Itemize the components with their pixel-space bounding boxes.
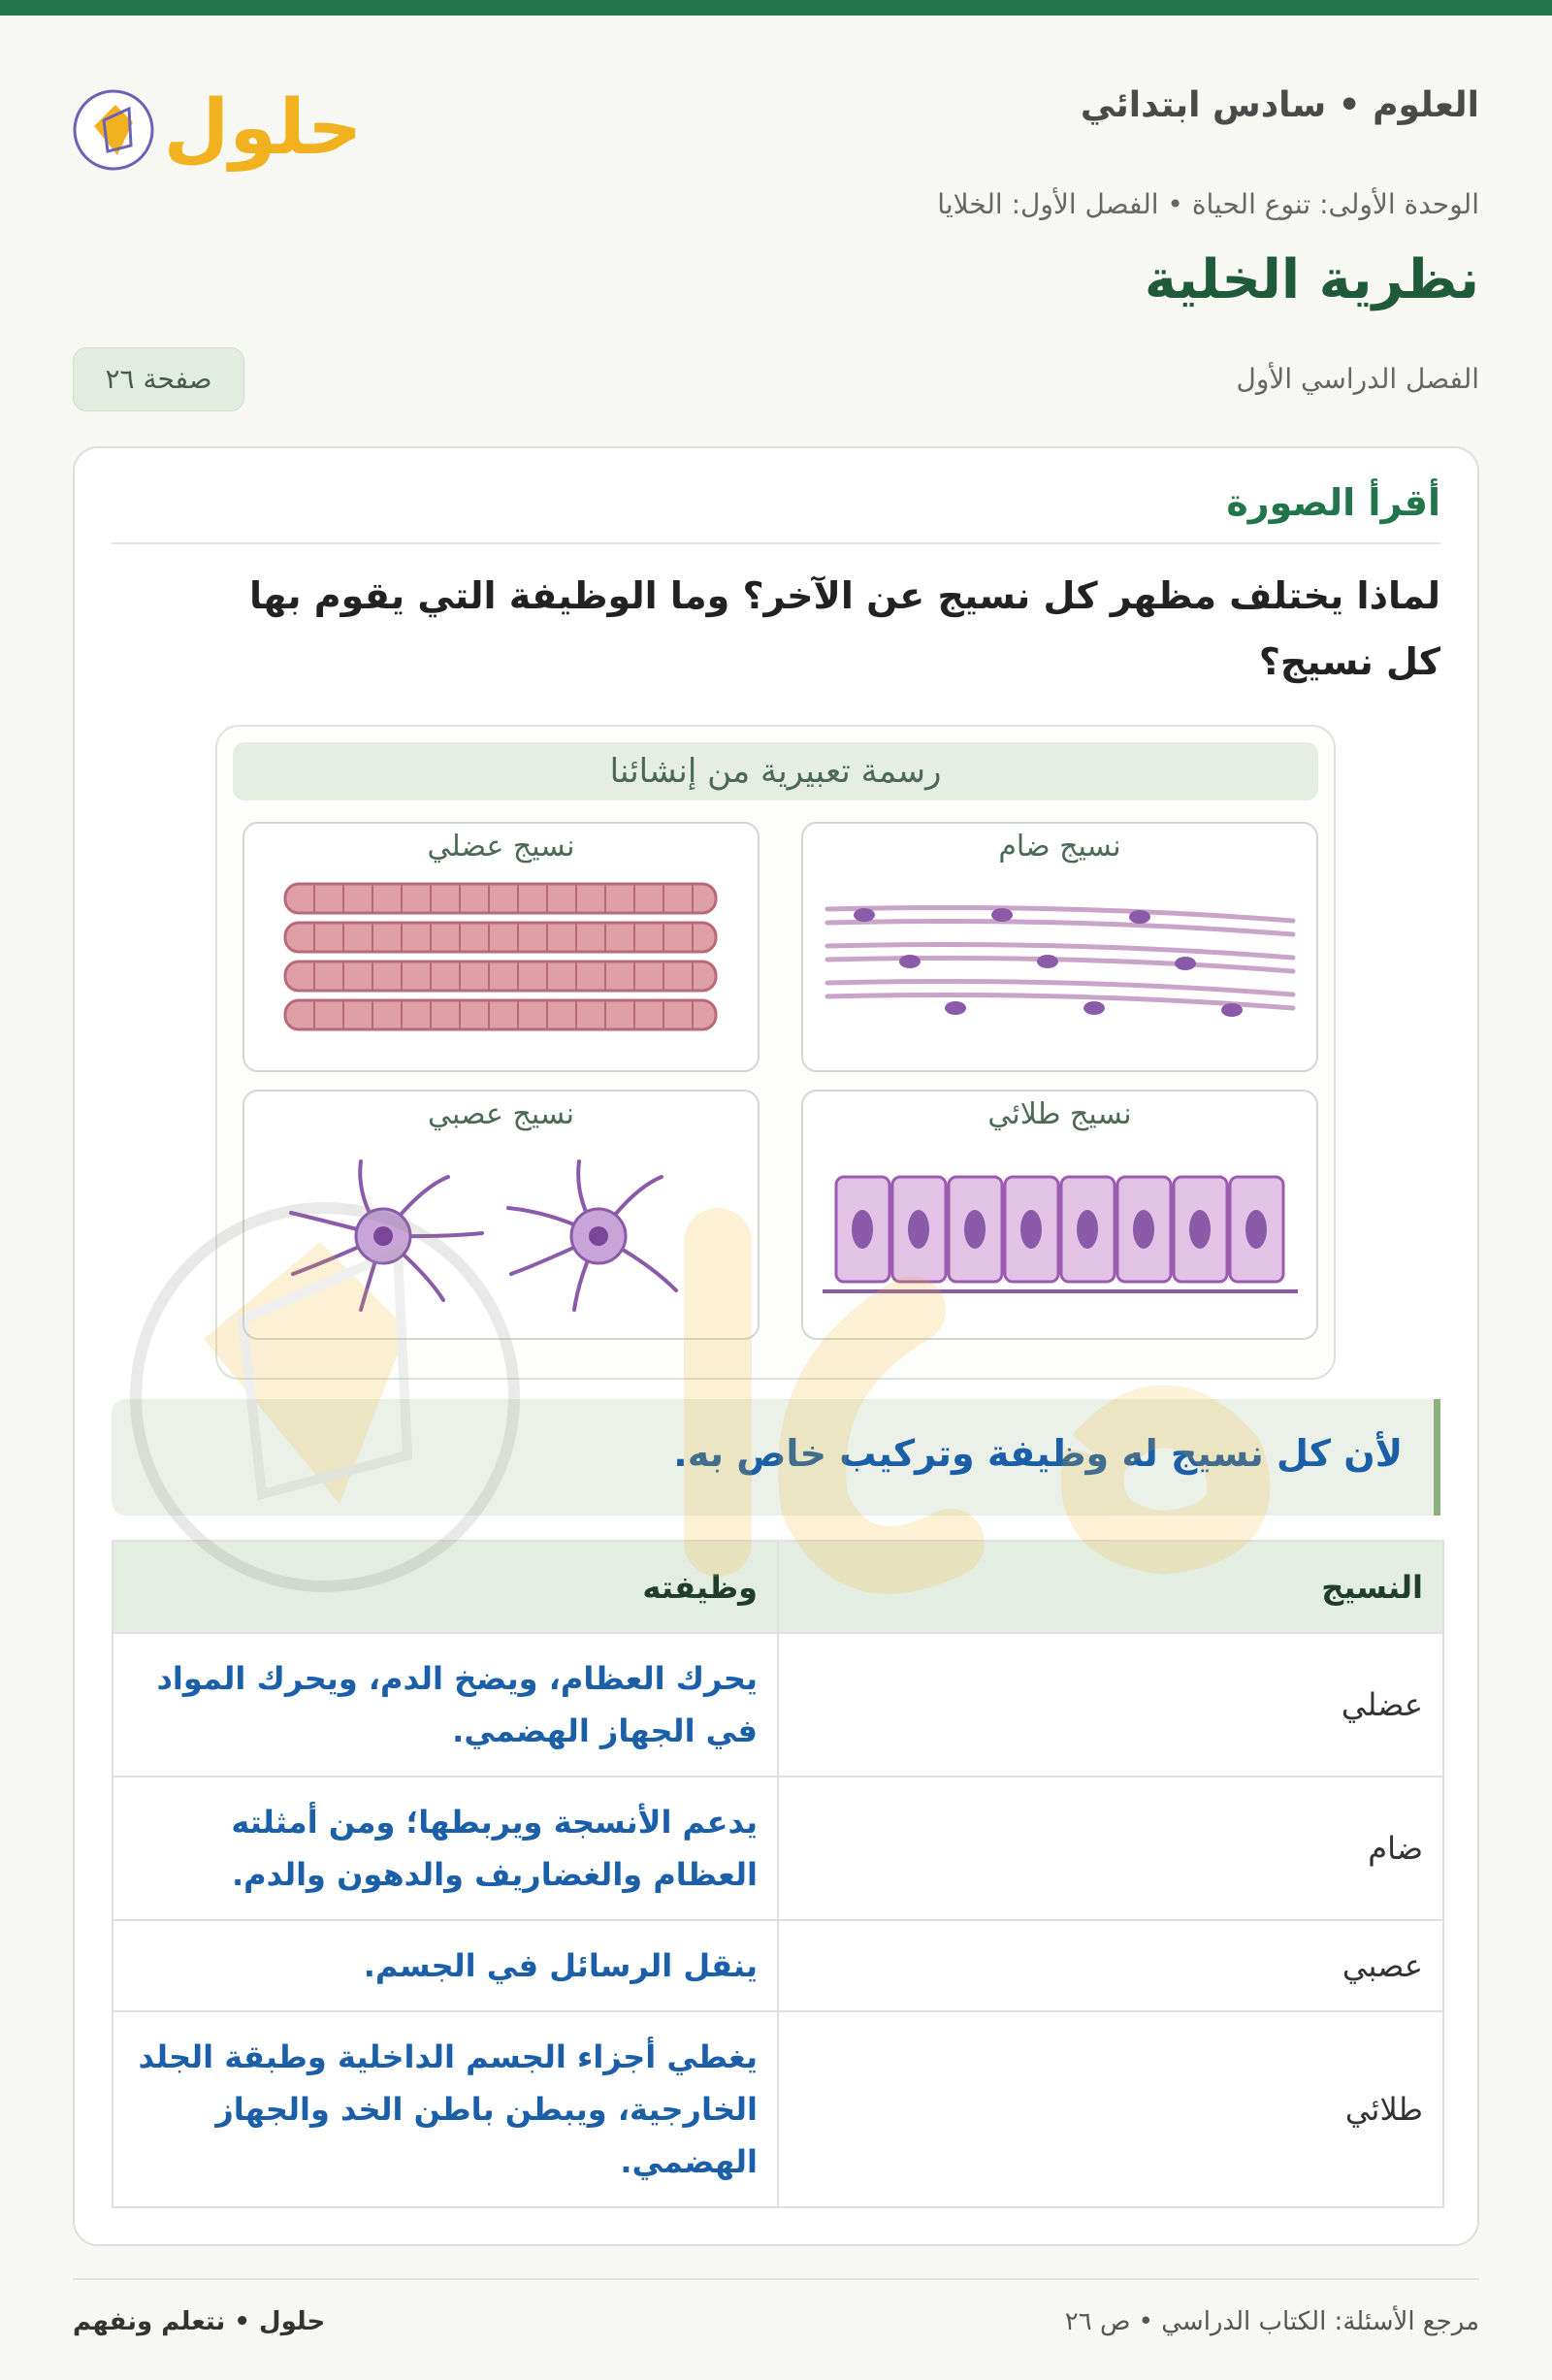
tissue-function: يحرك العظام، ويضخ الدم، ويحرك المواد في الجهاز الهضمي.: [113, 1633, 778, 1777]
tissue-name: عصبي: [778, 1920, 1443, 2011]
table-header-tissue: النسيج: [778, 1541, 1443, 1633]
tile-epithelial-tissue: [801, 1090, 1318, 1340]
table-row: [113, 1777, 1443, 1920]
connective-tissue-illustration: [803, 824, 1320, 1074]
semester-label: الفصل الدراسي الأول: [1236, 363, 1479, 395]
section-divider: [112, 542, 1440, 544]
table-row: [113, 1633, 1443, 1777]
answer-box: [112, 1399, 1440, 1516]
tissue-function: يغطي أجزاء الجسم الداخلية وطبقة الجلد الخارجية، ويبطن باطن الخد والجهاز الهضمي.: [113, 2011, 778, 2207]
tissue-function: ينقل الرسائل في الجسم.: [113, 1920, 778, 2011]
muscle-tissue-illustration: [244, 824, 761, 1074]
answer-text: لأن كل نسيج له وظيفة وتركيب خاص به.: [673, 1432, 1403, 1475]
logo-icon: [73, 58, 363, 175]
footer-reference: مرجع الأسئلة: الكتاب الدراسي • ص ٢٦: [1064, 2307, 1479, 2336]
table-row: [113, 2011, 1443, 2207]
question-text: لماذا يختلف مظهر كل نسيج عن الآخر؟ وما الوظيفة التي يقوم بها كل نسيج؟: [248, 574, 1440, 683]
page-title: نظرية الخلية: [1144, 248, 1479, 311]
tissue-functions-table: [112, 1540, 1444, 2208]
tissues-figure: [215, 725, 1336, 1380]
nerve-tissue-illustration: [244, 1092, 761, 1342]
tissue-name: طلائي: [778, 2011, 1443, 2207]
top-accent-bar: [0, 0, 1552, 16]
page-number-badge: صفحة ٢٦: [73, 347, 244, 411]
tile-label-muscle: نسيج عضلي: [427, 830, 575, 864]
table-header-row: [113, 1541, 1443, 1633]
subject-label: العلوم • سادس ابتدائي: [1080, 85, 1479, 125]
tissue-name: ضام: [778, 1777, 1443, 1920]
tissue-name: عضلي: [778, 1633, 1443, 1777]
footer-divider: [73, 2278, 1479, 2280]
page-header: [73, 39, 1479, 175]
table-row: [113, 1920, 1443, 2011]
figure-caption: رسمة تعبيرية من إنشائنا: [233, 742, 1318, 800]
table-header-function: وظيفته: [113, 1541, 778, 1633]
logo-text: حلول: [163, 84, 363, 172]
tile-label-epithelial: نسيج طلائي: [987, 1097, 1132, 1131]
tile-label-connective: نسيج ضام: [998, 830, 1121, 864]
breadcrumb: الوحدة الأولى: تنوع الحياة • الفصل الأول: الخلايا: [937, 188, 1479, 220]
footer-brand: حلول • نتعلم ونفهم: [73, 2307, 326, 2336]
tile-nerve-tissue: [242, 1090, 760, 1340]
brand-logo[interactable]: [73, 58, 363, 175]
tile-muscle-tissue: [242, 822, 760, 1072]
tissue-function: يدعم الأنسجة ويربطها؛ ومن أمثلته العظام والغضاريف والدهون والدم.: [113, 1777, 778, 1920]
epithelial-tissue-illustration: [803, 1092, 1320, 1342]
question-card: [73, 446, 1479, 2246]
tile-label-nerve: نسيج عصبي: [427, 1097, 575, 1131]
section-title: أقرأ الصورة: [1226, 481, 1440, 524]
tile-connective-tissue: [801, 822, 1318, 1072]
